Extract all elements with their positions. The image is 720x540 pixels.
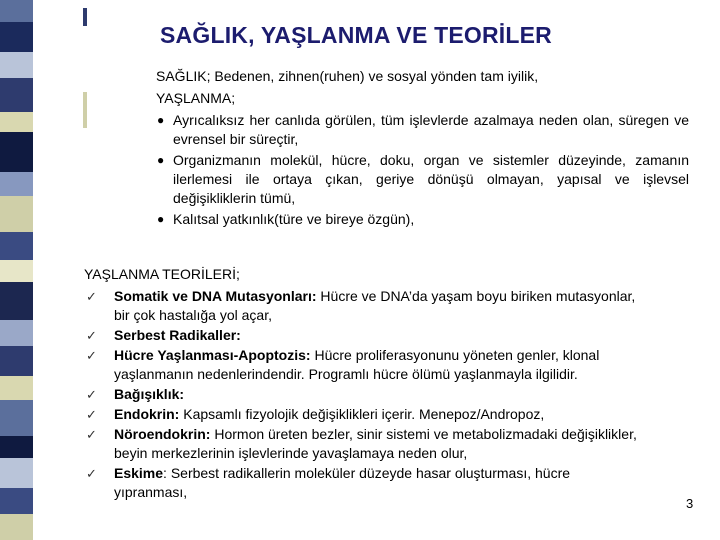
theory-item xyxy=(84,287,644,325)
strip-block xyxy=(0,172,33,196)
checkmark-icon: ✓ xyxy=(86,466,97,481)
checkmark-icon: ✓ xyxy=(86,407,97,422)
theory-name: Endokrin: xyxy=(114,406,180,422)
definitions-block xyxy=(156,67,689,231)
strip-block xyxy=(0,488,33,514)
theories-heading: YAŞLANMA TEORİLERİ; xyxy=(84,266,240,282)
aging-label: YAŞLANMA; xyxy=(156,90,236,106)
theory-name: Serbest Radikaller: xyxy=(114,327,241,343)
theory-text: : Serbest radikallerin moleküler düzeyde hasar oluşturması, hücre yıpranması, xyxy=(114,465,571,500)
aging-point-text: Kalıtsal yatkınlık(türe ve bireye özgün), xyxy=(173,211,415,227)
decorative-strip xyxy=(0,0,33,540)
aging-point-text: Ayrıcalıksız her canlıda görülen, tüm işlevlerde azalmaya neden olan, süregen ve evrensel bir süreçtir, xyxy=(173,112,689,147)
theory-name: Bağışıklık: xyxy=(114,386,185,402)
theory-text: Hücre proliferasyonunu yöneten genler, klonal yaşlanmanın nedenlerindendir. Programlı hücre ölümü yaşlanmayla ilgilidir. xyxy=(114,347,600,382)
aging-point-text: Organizmanın molekül, hücre, doku, organ ve sistemler düzeyinde, zamanın ilerlemesi ile ortaya çıkan, geriye dönüşü olmayan, yapısal ve işlevsel değişikliklerin tümü, xyxy=(173,152,689,206)
theory-item xyxy=(84,425,644,463)
bullet-icon: ● xyxy=(157,212,165,226)
checkmark-icon: ✓ xyxy=(86,328,97,343)
decorative-mark xyxy=(83,8,87,26)
strip-block xyxy=(0,232,33,260)
theory-item xyxy=(84,464,644,502)
slide-title: SAĞLIK, YAŞLANMA VE TEORİLER xyxy=(160,22,552,48)
theory-name: Nöroendokrin: xyxy=(114,426,211,442)
checkmark-icon: ✓ xyxy=(86,387,97,402)
strip-block xyxy=(0,196,33,232)
bullet-icon: ● xyxy=(157,153,165,167)
aging-point xyxy=(156,151,689,208)
theories-block xyxy=(84,265,644,503)
theory-name: Hücre Yaşlanması-Apoptozis: xyxy=(114,347,311,363)
strip-block xyxy=(0,458,33,488)
strip-block xyxy=(0,346,33,376)
theory-item xyxy=(84,346,644,384)
strip-block xyxy=(0,400,33,436)
strip-block xyxy=(0,132,33,172)
strip-block xyxy=(0,22,33,52)
theory-name: Eskime xyxy=(114,465,164,481)
health-definition: SAĞLIK; Bedenen, zihnen(ruhen) ve sosyal yönden tam iyilik, xyxy=(156,68,539,84)
checkmark-icon: ✓ xyxy=(86,289,97,304)
aging-point xyxy=(156,111,689,149)
strip-block xyxy=(0,320,33,346)
page-number: 3 xyxy=(686,496,694,511)
theory-item xyxy=(84,326,644,345)
bullet-icon: ● xyxy=(157,113,165,127)
strip-block xyxy=(0,112,33,132)
theory-text: Kapsamlı fizyolojik değişiklikleri içerir. Menepoz/Andropoz, xyxy=(179,406,545,422)
theory-text: Hücre ve DNA’da yaşam boyu biriken mutasyonlar, bir çok hastalığa yol açar, xyxy=(114,288,636,323)
theory-name: Somatik ve DNA Mutasyonları: xyxy=(114,288,317,304)
aging-points-list xyxy=(156,111,689,229)
theory-item xyxy=(84,405,644,424)
strip-block xyxy=(0,260,33,282)
checkmark-icon: ✓ xyxy=(86,348,97,363)
strip-block xyxy=(0,514,33,540)
theories-list xyxy=(84,287,644,502)
theory-item xyxy=(84,385,644,404)
strip-block xyxy=(0,282,33,320)
strip-block xyxy=(0,0,33,22)
strip-block xyxy=(0,52,33,78)
strip-block xyxy=(0,436,33,458)
strip-block xyxy=(0,78,33,112)
strip-block xyxy=(0,376,33,400)
theory-text: Hormon üreten bezler, sinir sistemi ve metabolizmadaki değişiklikler, beyin merkezlerinin işlevlerinde yavaşlamaya neden olur, xyxy=(114,426,637,461)
aging-point xyxy=(156,210,689,229)
checkmark-icon: ✓ xyxy=(86,427,97,442)
decorative-mark xyxy=(83,92,87,128)
